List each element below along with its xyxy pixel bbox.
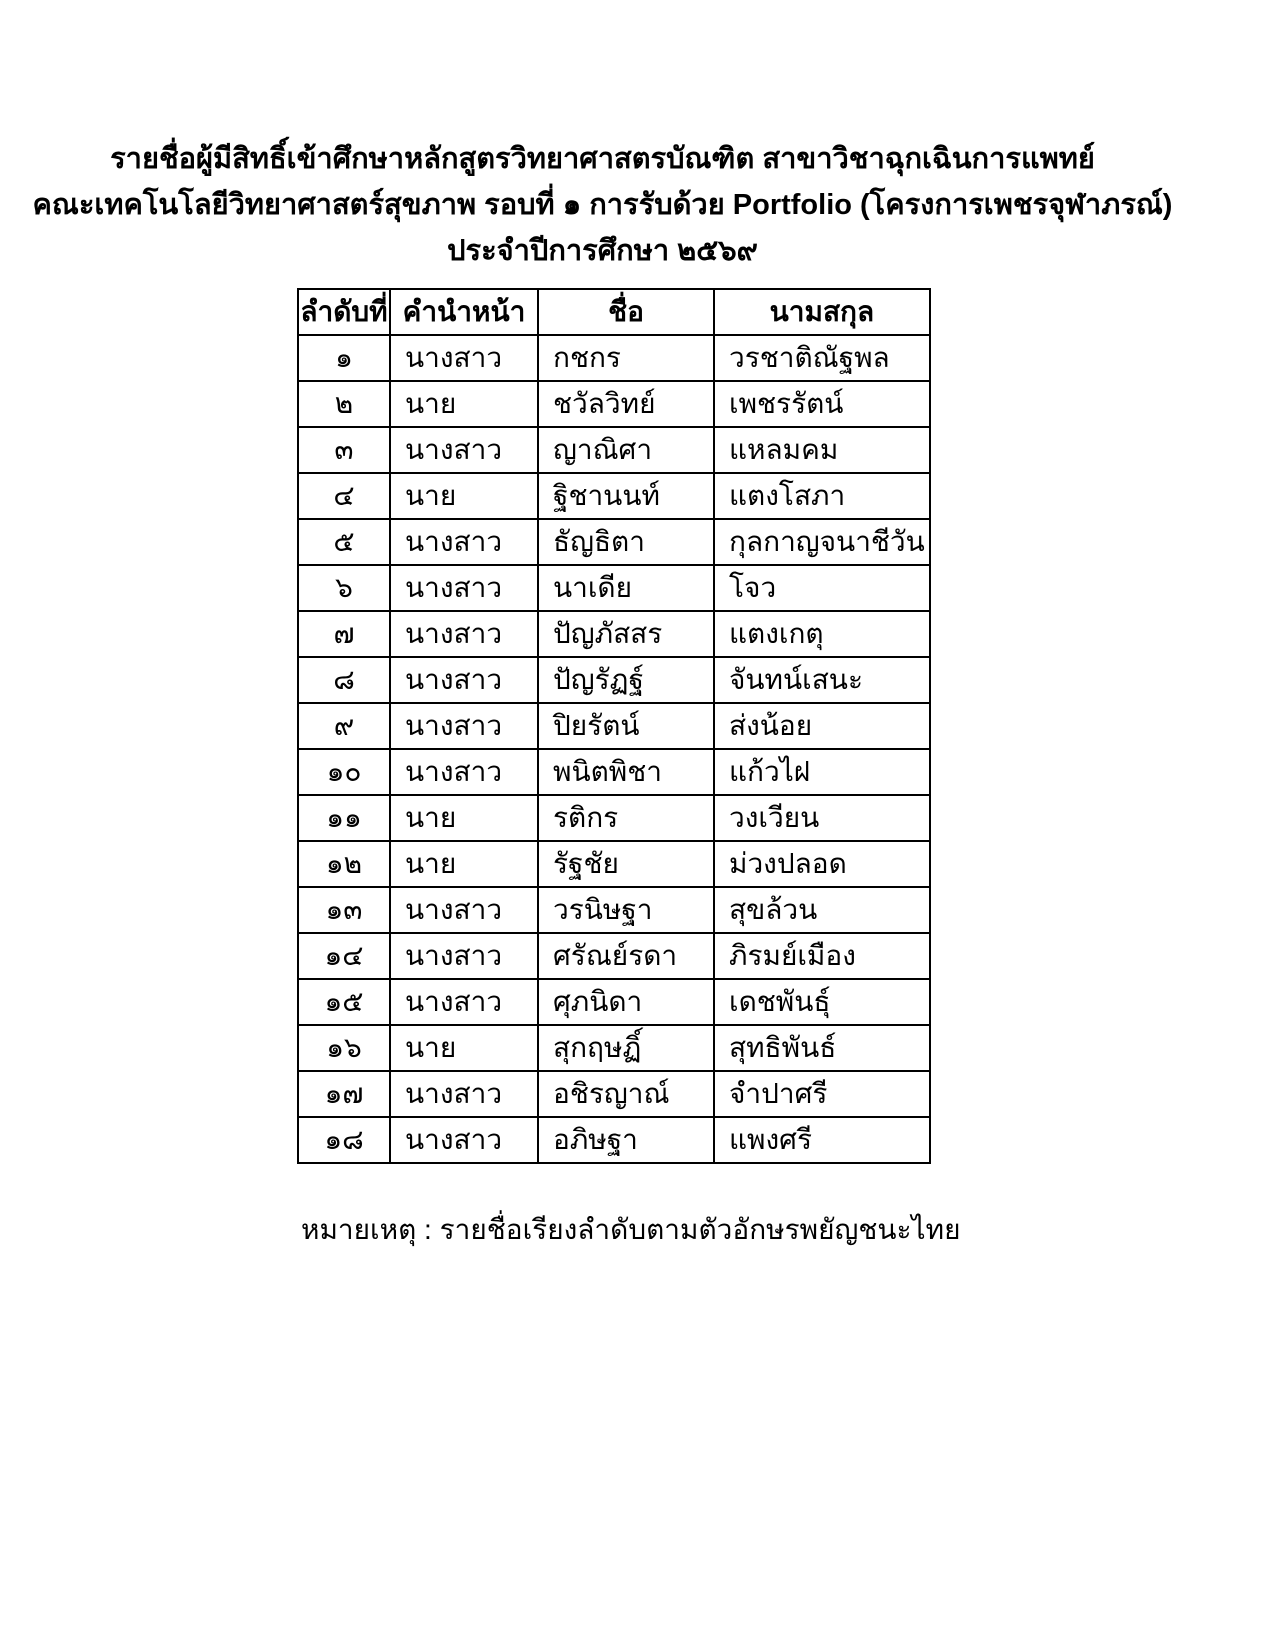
cell-last-name: แพงศรี — [714, 1117, 930, 1163]
cell-name-prefix: นางสาว — [390, 565, 538, 611]
cell-name-prefix: นาย — [390, 473, 538, 519]
cell-order-number: ๑๖ — [298, 1025, 390, 1071]
cell-last-name: ส่งน้อย — [714, 703, 930, 749]
cell-first-name: สุกฤษฏิ์ — [538, 1025, 714, 1071]
cell-order-number: ๑๕ — [298, 979, 390, 1025]
student-table-body — [298, 335, 930, 1163]
cell-name-prefix: นางสาว — [390, 611, 538, 657]
cell-name-prefix: นางสาว — [390, 335, 538, 381]
title-line-1: รายชื่อผู้มีสิทธิ์เข้าศึกษาหลักสูตรวิทยาศาสตรบัณฑิต สาขาวิชาฉุกเฉินการแพทย์ — [110, 143, 1095, 175]
cell-name-prefix: นางสาว — [390, 703, 538, 749]
cell-order-number: ๑๒ — [298, 841, 390, 887]
cell-order-number: ๓ — [298, 427, 390, 473]
header-name-prefix: คำนำหน้า — [390, 289, 538, 335]
table-row — [298, 473, 930, 519]
cell-first-name: ฐิชานนท์ — [538, 473, 714, 519]
cell-name-prefix: นางสาว — [390, 979, 538, 1025]
cell-name-prefix: นางสาว — [390, 657, 538, 703]
table-row — [298, 979, 930, 1025]
title-line-3: ประจำปีการศึกษา ๒๕๖๙ — [447, 235, 758, 267]
header-first-name: ชื่อ — [538, 289, 714, 335]
cell-name-prefix: นาย — [390, 381, 538, 427]
table-row — [298, 335, 930, 381]
cell-first-name: ปัญภัสสร — [538, 611, 714, 657]
table-row — [298, 887, 930, 933]
cell-first-name: รติกร — [538, 795, 714, 841]
cell-last-name: แหลมคม — [714, 427, 930, 473]
table-row — [298, 703, 930, 749]
cell-first-name: ศุภนิดา — [538, 979, 714, 1025]
cell-last-name: โจว — [714, 565, 930, 611]
student-list-table — [297, 288, 931, 1164]
cell-first-name: วรนิษฐา — [538, 887, 714, 933]
table-row — [298, 611, 930, 657]
table-row — [298, 381, 930, 427]
cell-last-name: เพชรรัตน์ — [714, 381, 930, 427]
cell-name-prefix: นางสาว — [390, 1117, 538, 1163]
cell-order-number: ๕ — [298, 519, 390, 565]
cell-first-name: กชกร — [538, 335, 714, 381]
cell-name-prefix: นาย — [390, 795, 538, 841]
cell-order-number: ๗ — [298, 611, 390, 657]
cell-order-number: ๑๘ — [298, 1117, 390, 1163]
cell-first-name: พนิตพิชา — [538, 749, 714, 795]
cell-first-name: ศรัณย์รดา — [538, 933, 714, 979]
cell-name-prefix: นาย — [390, 1025, 538, 1071]
cell-first-name: ญาณิศา — [538, 427, 714, 473]
cell-name-prefix: นางสาว — [390, 427, 538, 473]
cell-last-name: สุขล้วน — [714, 887, 930, 933]
cell-order-number: ๖ — [298, 565, 390, 611]
cell-first-name: รัฐชัย — [538, 841, 714, 887]
table-row — [298, 1071, 930, 1117]
cell-first-name: อภิษฐา — [538, 1117, 714, 1163]
table-row — [298, 519, 930, 565]
header-order-number: ลำดับที่ — [298, 289, 390, 335]
table-row — [298, 1117, 930, 1163]
cell-order-number: ๑๗ — [298, 1071, 390, 1117]
cell-last-name: ภิรมย์เมือง — [714, 933, 930, 979]
table-row — [298, 933, 930, 979]
cell-order-number: ๘ — [298, 657, 390, 703]
cell-last-name: แตงเกตุ — [714, 611, 930, 657]
table-row — [298, 795, 930, 841]
cell-order-number: ๑๓ — [298, 887, 390, 933]
cell-order-number: ๑๐ — [298, 749, 390, 795]
table-row — [298, 427, 930, 473]
cell-name-prefix: นางสาว — [390, 933, 538, 979]
cell-first-name: ชวัลวิทย์ — [538, 381, 714, 427]
table-row — [298, 1025, 930, 1071]
cell-order-number: ๑๔ — [298, 933, 390, 979]
title-line-2: คณะเทคโนโลยีวิทยาศาสตร์สุขภาพ รอบที่ ๑ การรับด้วย Portfolio (โครงการเพชรจุฬาภรณ์) — [32, 189, 1173, 221]
cell-first-name: อชิรญาณ์ — [538, 1071, 714, 1117]
table-row — [298, 749, 930, 795]
cell-order-number: ๔ — [298, 473, 390, 519]
table-header-row — [298, 289, 930, 335]
cell-first-name: นาเดีย — [538, 565, 714, 611]
cell-last-name: เดชพันธุ์ — [714, 979, 930, 1025]
table-row — [298, 565, 930, 611]
cell-last-name: กุลกาญจนาชีวัน — [714, 519, 930, 565]
cell-name-prefix: นางสาว — [390, 1071, 538, 1117]
cell-first-name: ปัญรัฏฐ์ — [538, 657, 714, 703]
cell-last-name: จำปาศรี — [714, 1071, 930, 1117]
cell-order-number: ๙ — [298, 703, 390, 749]
document-title-block — [0, 0, 1205, 274]
cell-last-name: วรชาติณัฐพล — [714, 335, 930, 381]
table-row — [298, 657, 930, 703]
cell-last-name: วงเวียน — [714, 795, 930, 841]
cell-last-name: แตงโสภา — [714, 473, 930, 519]
cell-name-prefix: นาย — [390, 841, 538, 887]
cell-first-name: ธัญธิตา — [538, 519, 714, 565]
cell-order-number: ๑ — [298, 335, 390, 381]
table-row — [298, 841, 930, 887]
cell-first-name: ปิยรัตน์ — [538, 703, 714, 749]
footnote: หมายเหตุ : รายชื่อเรียงลำดับตามตัวอักษรพยัญชนะไทย — [301, 1214, 961, 1245]
cell-name-prefix: นางสาว — [390, 519, 538, 565]
cell-last-name: ม่วงปลอด — [714, 841, 930, 887]
cell-last-name: แก้วไฝ — [714, 749, 930, 795]
cell-name-prefix: นางสาว — [390, 749, 538, 795]
header-last-name: นามสกุล — [714, 289, 930, 335]
cell-name-prefix: นางสาว — [390, 887, 538, 933]
cell-order-number: ๒ — [298, 381, 390, 427]
cell-order-number: ๑๑ — [298, 795, 390, 841]
cell-last-name: จันทน์เสนะ — [714, 657, 930, 703]
cell-last-name: สุทธิพันธ์ — [714, 1025, 930, 1071]
